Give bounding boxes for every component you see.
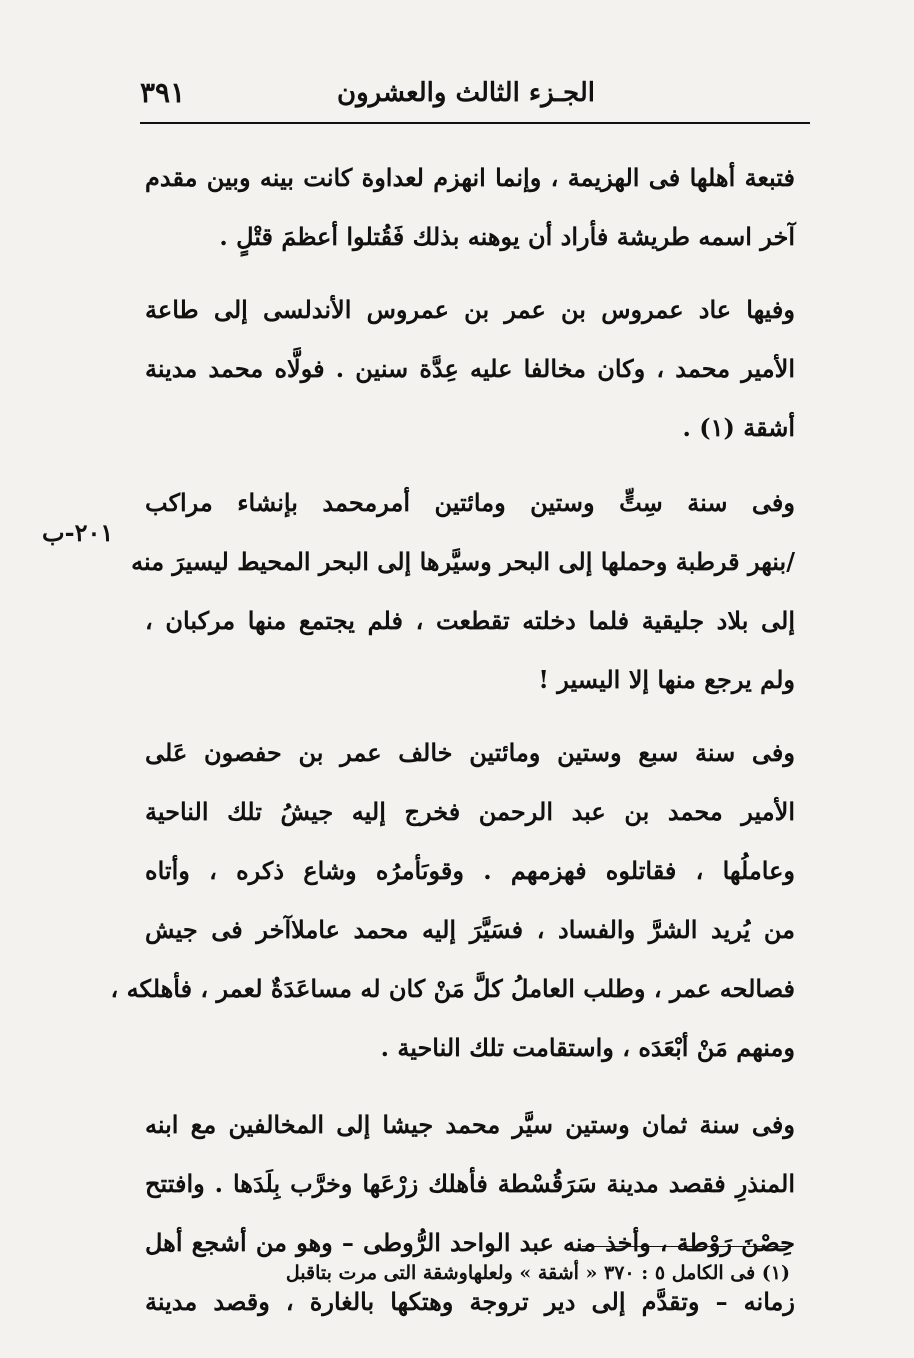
text-line: /بنهر قرطبة وحملها إلى البحر وسيَّرها إلى البحر المحيط ليسيرَ منه	[131, 547, 795, 576]
chapter-title: الجـزء الثالث والعشرون	[336, 78, 595, 108]
text-line: الأمير محمد بن عبد الرحمن فخرج إليه جيشُ تلك الناحية	[145, 797, 795, 826]
text-line: آخر اسمه طريشة فأراد أن يوهنه بذلك فَقُتلوا أعظمَ قتْلٍ .	[219, 222, 795, 251]
paragraph	[145, 280, 795, 457]
footnote-rule	[582, 1246, 792, 1247]
page-number: ٣٩١	[140, 76, 186, 109]
text-line: فتبعة أهلها فى الهزيمة ، وإنما انهزم لعداوة كانت بينه وبين مقدم	[145, 163, 795, 192]
text-line: إلى بلاد جليقية فلما دخلته تقطعت ، فلم يجتمع منها مركبان ،	[145, 606, 796, 635]
text-line: فصالحه عمر ، وطلب العاملُ كلَّ مَنْ كان له مساعَدَةٌ لعمر ، فأهلكه ،	[110, 974, 795, 1003]
text-line: أشقة (١) .	[682, 413, 795, 442]
text-line: ولم يرجع منها إلا اليسير !	[538, 665, 795, 694]
paragraph	[131, 473, 796, 709]
running-head	[140, 74, 800, 114]
body-text	[110, 148, 796, 1331]
text-line: من يُريد الشرَّ والفساد ، فسَيَّرَ إليه محمد عاملاآخر فى جيش	[145, 915, 795, 944]
text-line: وفيها عاد عمروس بن عمر بن عمروس الأندلسى إلى طاعة	[145, 295, 795, 324]
text-line: حِصْنَ رَوْطة ، وأخذ منه عبد الواحد الرُّوطى – وهو من أشجع أهل	[145, 1228, 795, 1257]
text-line: زمانه – وتقدَّم إلى دير تروجة وهتكها بالغارة ، وقصد مدينة	[145, 1287, 795, 1316]
text-line: وعاملُها ، فقاتلوه فهزمهم . وقوىَأمرُه وشاع ذكره ، وأتاه	[145, 856, 795, 885]
manuscript-folio-note: ٢٠١-ب	[42, 518, 114, 547]
text-line: الأمير محمد ، وكان مخالفا عليه عِدَّة سنين . فولَّاه محمد مدينة	[145, 354, 795, 383]
header-rule	[140, 122, 810, 124]
text-line: وفى سنة سِتٍّ وستين ومائتين أمرمحمد بإنشاء مراكب	[145, 488, 795, 517]
text-line: وفى سنة سبع وستين ومائتين خالف عمر بن حفصون عَلى	[145, 738, 795, 767]
paragraph	[110, 723, 795, 1077]
text-line: المنذرِ فقصد مدينة سَرَقُسْطة فأهلك زرْعَها وخرَّب بِلَدَها . وافتتح	[145, 1169, 795, 1198]
text-line: ومنهم مَنْ أبْعَدَه ، واستقامت تلك الناحية .	[380, 1033, 795, 1062]
paragraph	[145, 1095, 795, 1331]
footnote: (١) فى الكامل ٥ : ٣٧٠ « أشقة » ولعلهاوشقة التى مرت بتاقبل	[285, 1262, 790, 1284]
paragraph	[145, 148, 795, 266]
text-line: وفى سنة ثمان وستين سيَّر محمد جيشا إلى المخالفين مع ابنه	[145, 1110, 795, 1139]
